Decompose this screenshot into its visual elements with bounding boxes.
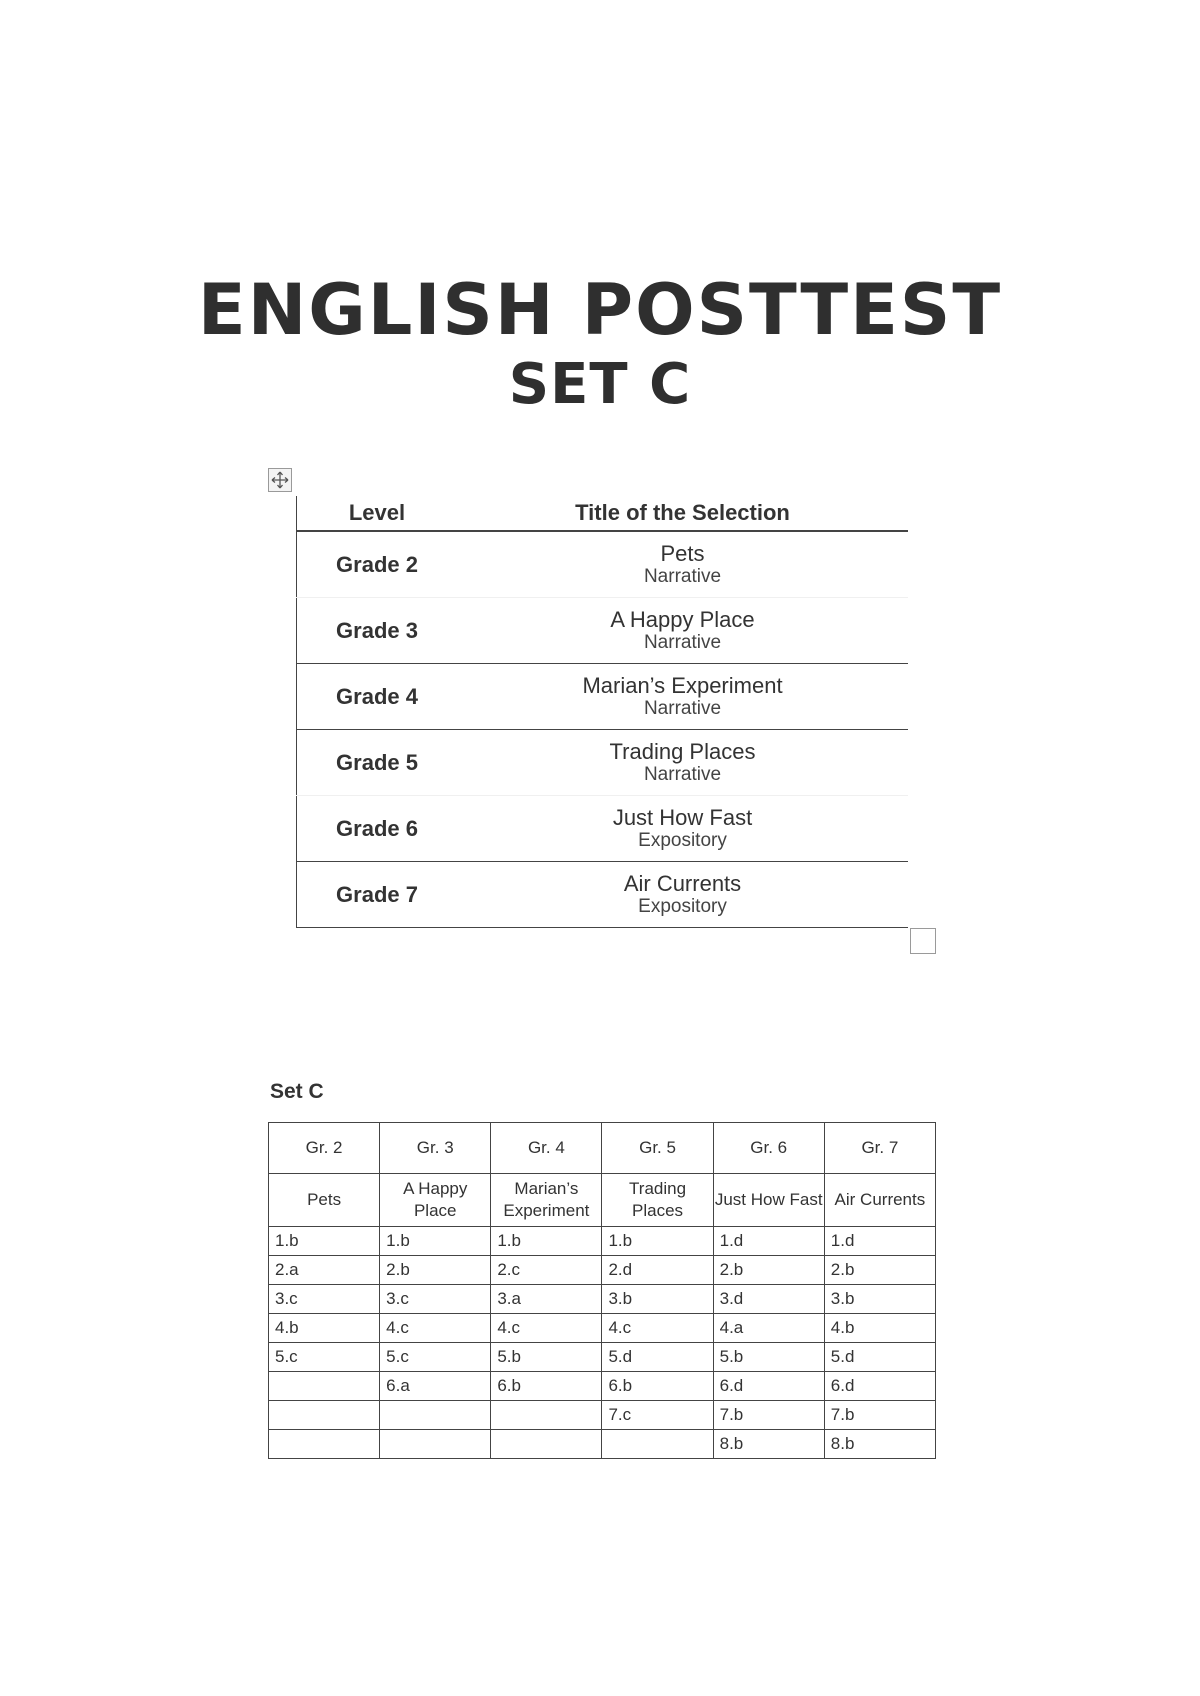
selection-title: Just How Fast [612,805,753,830]
answer-cell: 2.d [602,1256,713,1285]
selection-title: Pets [660,541,705,566]
answer-cell [491,1430,602,1459]
answer-cell: 4.c [602,1314,713,1343]
table-resize-handle[interactable] [910,928,936,954]
story-title: Just How Fast [713,1174,824,1227]
answer-cell: 3.b [602,1285,713,1314]
answer-cell: 5.d [602,1343,713,1372]
answer-row [269,1314,936,1343]
answer-cell: 4.a [713,1314,824,1343]
selection-cell [457,598,908,664]
title-header: Title of the Selection [457,496,908,531]
move-arrows-icon [271,471,289,489]
grade-header: Gr. 3 [380,1123,491,1174]
grade-header: Gr. 6 [713,1123,824,1174]
selection-row-grade-3 [297,598,909,664]
answer-cell: 4.b [269,1314,380,1343]
answer-cell [269,1401,380,1430]
selection-cell [457,531,908,598]
answer-cell: 6.d [824,1372,935,1401]
answer-key-header-row [269,1123,936,1174]
selection-type: Narrative [643,632,722,653]
answer-cell: 1.b [602,1227,713,1256]
answer-row [269,1401,936,1430]
selection-title: Air Currents [623,871,742,896]
grade-level: Grade 2 [297,531,458,598]
answer-row [269,1430,936,1459]
answer-cell: 2.b [380,1256,491,1285]
selection-type: Narrative [643,566,722,587]
story-title: Pets [269,1174,380,1227]
page-title: ENGLISH POSTTEST [197,269,1003,351]
answer-cell: 1.b [491,1227,602,1256]
answer-cell: 1.d [824,1227,935,1256]
story-title: Trading Places [602,1174,713,1227]
answer-cell: 3.a [491,1285,602,1314]
story-title: Marian’s Experiment [491,1174,602,1227]
answer-cell: 5.c [380,1343,491,1372]
answer-cell: 3.b [824,1285,935,1314]
selection-type: Expository [638,896,727,917]
level-header: Level [297,496,458,531]
grade-level: Grade 6 [297,796,458,862]
grade-header: Gr. 4 [491,1123,602,1174]
answer-cell: 5.d [824,1343,935,1372]
answer-cell: 3.c [380,1285,491,1314]
selection-type: Expository [638,830,727,851]
selection-title: Trading Places [609,739,756,764]
answer-cell [602,1430,713,1459]
grade-level: Grade 5 [297,730,458,796]
selection-row-grade-5 [297,730,909,796]
answer-cell: 4.b [824,1314,935,1343]
page-subtitle: SET C [508,352,692,417]
story-title: A Happy Place [380,1174,491,1227]
answer-cell [380,1430,491,1459]
answer-cell: 1.b [269,1227,380,1256]
answer-cell: 7.b [824,1401,935,1430]
answer-cell: 3.d [713,1285,824,1314]
story-row [269,1174,936,1227]
answer-cell: 2.b [713,1256,824,1285]
answer-row [269,1285,936,1314]
answer-cell: 7.c [602,1401,713,1430]
selection-type: Narrative [643,698,722,719]
answer-cell: 4.c [491,1314,602,1343]
selection-cell [457,862,908,928]
selection-cell [457,664,908,730]
answer-row [269,1227,936,1256]
selection-row-grade-6 [297,796,909,862]
answer-cell: 1.b [380,1227,491,1256]
answer-cell: 2.c [491,1256,602,1285]
story-title: Air Currents [824,1174,935,1227]
answer-cell: 5.b [491,1343,602,1372]
answer-cell: 5.b [713,1343,824,1372]
selection-table [296,496,908,928]
answer-cell: 7.b [713,1401,824,1430]
answer-cell: 5.c [269,1343,380,1372]
grade-level: Grade 4 [297,664,458,730]
answer-cell: 1.d [713,1227,824,1256]
selection-row-grade-7 [297,862,909,928]
answer-row [269,1343,936,1372]
selection-title: A Happy Place [610,607,755,632]
answer-cell: 4.c [380,1314,491,1343]
answer-row [269,1256,936,1285]
answer-row [269,1372,936,1401]
selection-cell [457,796,908,862]
table-move-handle[interactable] [268,468,292,492]
answer-cell: 2.b [824,1256,935,1285]
answer-cell: 8.b [713,1430,824,1459]
selection-title: Marian’s Experiment [582,673,783,698]
selection-type: Narrative [643,764,722,785]
answer-key-label: Set C [270,1080,324,1103]
answer-cell: 8.b [824,1430,935,1459]
answer-cell: 3.c [269,1285,380,1314]
answer-cell: 6.b [602,1372,713,1401]
answer-cell [491,1401,602,1430]
answer-cell: 6.d [713,1372,824,1401]
grade-level: Grade 3 [297,598,458,664]
answer-cell [269,1430,380,1459]
answer-cell [380,1401,491,1430]
grade-level: Grade 7 [297,862,458,928]
answer-cell [269,1372,380,1401]
answer-key-table [268,1122,936,1459]
selection-row-grade-4 [297,664,909,730]
selection-row-grade-2 [297,531,909,598]
grade-header: Gr. 5 [602,1123,713,1174]
selection-table-header [297,496,909,531]
answer-cell: 2.a [269,1256,380,1285]
grade-header: Gr. 7 [824,1123,935,1174]
selection-cell [457,730,908,796]
answer-cell: 6.a [380,1372,491,1401]
grade-header: Gr. 2 [269,1123,380,1174]
answer-cell: 6.b [491,1372,602,1401]
